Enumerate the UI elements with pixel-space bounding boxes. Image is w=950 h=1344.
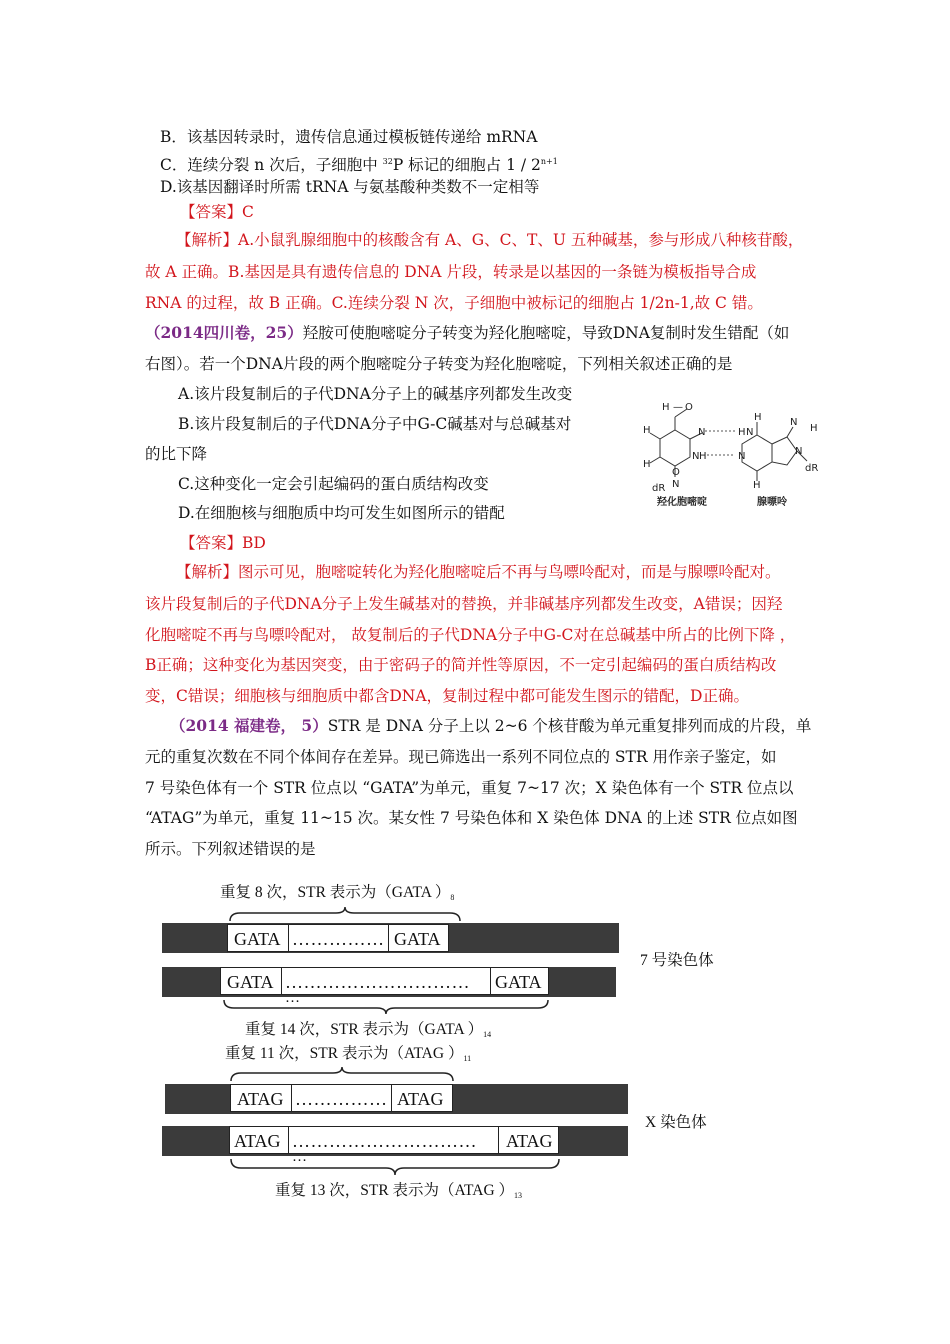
chrx-str-segment-1: ATAG …………… ATAG bbox=[230, 1084, 453, 1112]
chr7-str-segment-1: GATA …………… GATA bbox=[227, 924, 449, 952]
q1-answer: 【答案】C bbox=[180, 203, 254, 221]
chr7-name: 7 号染色体 bbox=[640, 952, 714, 969]
chr7-str-segment-2: GATA ………………………… GATA bbox=[220, 967, 549, 995]
svg-text:H: H bbox=[753, 480, 761, 491]
q3-stem-line3: 7 号染色体有一个 STR 位点以 “GATA”为单元，重复 7~17 次；X 染色体有一个 STR 位点以 bbox=[145, 779, 794, 797]
svg-text:N: N bbox=[672, 479, 680, 490]
chrx-name: X 染色体 bbox=[645, 1114, 707, 1131]
chr7-bottom-brace bbox=[222, 998, 552, 1016]
svg-text:H: H bbox=[643, 425, 651, 436]
q2-answer: 【答案】BD bbox=[180, 534, 266, 552]
q2-analysis-line5: 变，C错误；细胞核与细胞质中都含DNA，复制过程中都可能发生图示的错配，D正确。 bbox=[145, 687, 749, 705]
pyrimidine-ring bbox=[660, 430, 690, 466]
q2-analysis-line1: 【解析】图示可见，胞嘧啶转化为羟化胞嘧啶后不再与鸟嘌呤配对，而是与腺嘌呤配对。 bbox=[176, 563, 781, 581]
chrx-bottom-brace bbox=[229, 1157, 563, 1177]
q1-option-d: D.该基因翻译时所需 tRNA 与氨基酸种类数不一定相等 bbox=[160, 178, 540, 196]
chr7-top-str-label: 重复 8 次，STR 表示为（GATA ）$_8$ bbox=[220, 884, 455, 902]
q3-source: （2014 福建卷， 5） bbox=[170, 716, 328, 735]
purine-six-ring bbox=[742, 435, 772, 471]
purine-five-ring bbox=[772, 437, 797, 465]
chrx-bottom-str-label: 重复 13 次，STR 表示为（ATAG ）$_{13}$ bbox=[275, 1182, 523, 1200]
hydroxycytosine-label: 羟化胞嘧啶 bbox=[657, 497, 707, 508]
svg-text:H: H bbox=[699, 451, 707, 462]
chrx-top-brace bbox=[229, 1065, 457, 1083]
svg-text:N: N bbox=[790, 417, 798, 428]
svg-text:N: N bbox=[698, 427, 706, 438]
svg-text:—: — bbox=[673, 402, 683, 413]
chrx-str-segment-2: ATAG ………………………… ATAG bbox=[229, 1126, 559, 1154]
chrx-top-str-label: 重复 11 次，STR 表示为（ATAG ）$_{11}$ bbox=[225, 1045, 472, 1063]
adenine-label: 腺嘌呤 bbox=[757, 497, 787, 508]
svg-text:O: O bbox=[672, 467, 680, 478]
q2-option-a: A.该片段复制后的子代DNA分子上的碱基序列都发生改变 bbox=[178, 385, 573, 403]
svg-text:dR: dR bbox=[805, 463, 819, 474]
q3-stem-line1: （2014 福建卷， 5）STR 是 DNA 分子上以 2~6 个核苷酸为单元重复排列而成的片段，单 bbox=[170, 716, 812, 735]
q2-option-c: C.这种变化一定会引起编码的蛋白质结构改变 bbox=[178, 475, 489, 493]
q1-analysis-line1: 【解析】A.小鼠乳腺细胞中的核酸含有 A、G、C、T、U 五种碱基，参与形成八种核苷酸， bbox=[176, 231, 804, 249]
q2-option-b: B.该片段复制后的子代DNA分子中G-C碱基对与总碱基对 bbox=[178, 415, 572, 433]
q3-stem-line2: 元的重复次数在不同个体间存在差异。现已筛选出一系列不同位点的 STR 用作亲子鉴定，如 bbox=[145, 748, 777, 766]
svg-text:N: N bbox=[746, 427, 754, 438]
q1-option-b: B．该基因转录时，遗传信息通过模板链传递给 mRNA bbox=[160, 128, 538, 146]
q2-analysis-line2: 该片段复制后的子代DNA分子上发生碱基对的替换，并非碱基序列都发生改变，A错误；因羟 bbox=[145, 595, 783, 613]
base-pair-mismatch-diagram bbox=[635, 395, 830, 515]
q3-stem-line5: 所示。下列叙述错误的是 bbox=[145, 840, 316, 858]
chr7-top-brace bbox=[228, 905, 463, 923]
q1-option-c: C．连续分裂 n 次后，子细胞中 $^{32}$P 标记的细胞占 $1 / 2^{n+1}$ bbox=[160, 156, 558, 174]
q2-option-d: D.在细胞核与细胞质中均可发生如图所示的错配 bbox=[178, 504, 505, 522]
q2-stem-line1: （2014四川卷，25）羟胺可使胞嘧啶分子转变为羟化胞嘧啶，导致DNA复制时发生错配（如 bbox=[145, 323, 790, 342]
chrx-dots-overflow: … bbox=[292, 1149, 308, 1165]
svg-text:N: N bbox=[738, 451, 746, 462]
svg-text:H: H bbox=[738, 427, 746, 438]
q1-analysis-line3: RNA 的过程，故 B 正确。C.连续分裂 N 次，子细胞中被标记的细胞占 1/2n-1,故 C 错。 bbox=[145, 294, 763, 312]
chr7-bottom-str-label: 重复 14 次，STR 表示为（GATA ）$_{14}$ bbox=[245, 1021, 492, 1039]
q1-analysis-line2: 故 A 正确。B.基因是具有遗传信息的 DNA 片段，转录是以基因的一条链为模板指导合成 bbox=[145, 263, 757, 281]
svg-text:N: N bbox=[795, 446, 803, 457]
svg-text:H: H bbox=[662, 402, 670, 413]
svg-text:O: O bbox=[685, 402, 693, 413]
q3-stem-line4: “ATAG”为单元，重复 11~15 次。某女性 7 号染色体和 X 染色体 DNA 的上述 STR 位点如图 bbox=[145, 809, 798, 827]
svg-text:H: H bbox=[754, 412, 762, 423]
svg-text:H: H bbox=[643, 459, 651, 470]
q2-analysis-line3: 化胞嘧啶不再与鸟嘌呤配对， 故复制后的子代DNA分子中G-C对在总碱基中所占的比例下降 ， bbox=[145, 626, 796, 644]
svg-text:N: N bbox=[692, 451, 700, 462]
q2-stem-line2: 右图）。若一个DNA片段的两个胞嘧啶分子转变为羟化胞嘧啶，下列相关叙述正确的是 bbox=[145, 355, 733, 373]
svg-text:H: H bbox=[810, 423, 818, 434]
q2-analysis-line4: B正确；这种变化为基因突变，由于密码子的简并性等原因，不一定引起编码的蛋白质结构改 bbox=[145, 656, 777, 674]
chr7-dots-overflow: … bbox=[285, 990, 301, 1006]
svg-text:dR: dR bbox=[652, 483, 666, 494]
q2-source: （2014四川卷，25） bbox=[145, 323, 303, 342]
q2-option-b-cont: 的比下降 bbox=[145, 445, 208, 463]
